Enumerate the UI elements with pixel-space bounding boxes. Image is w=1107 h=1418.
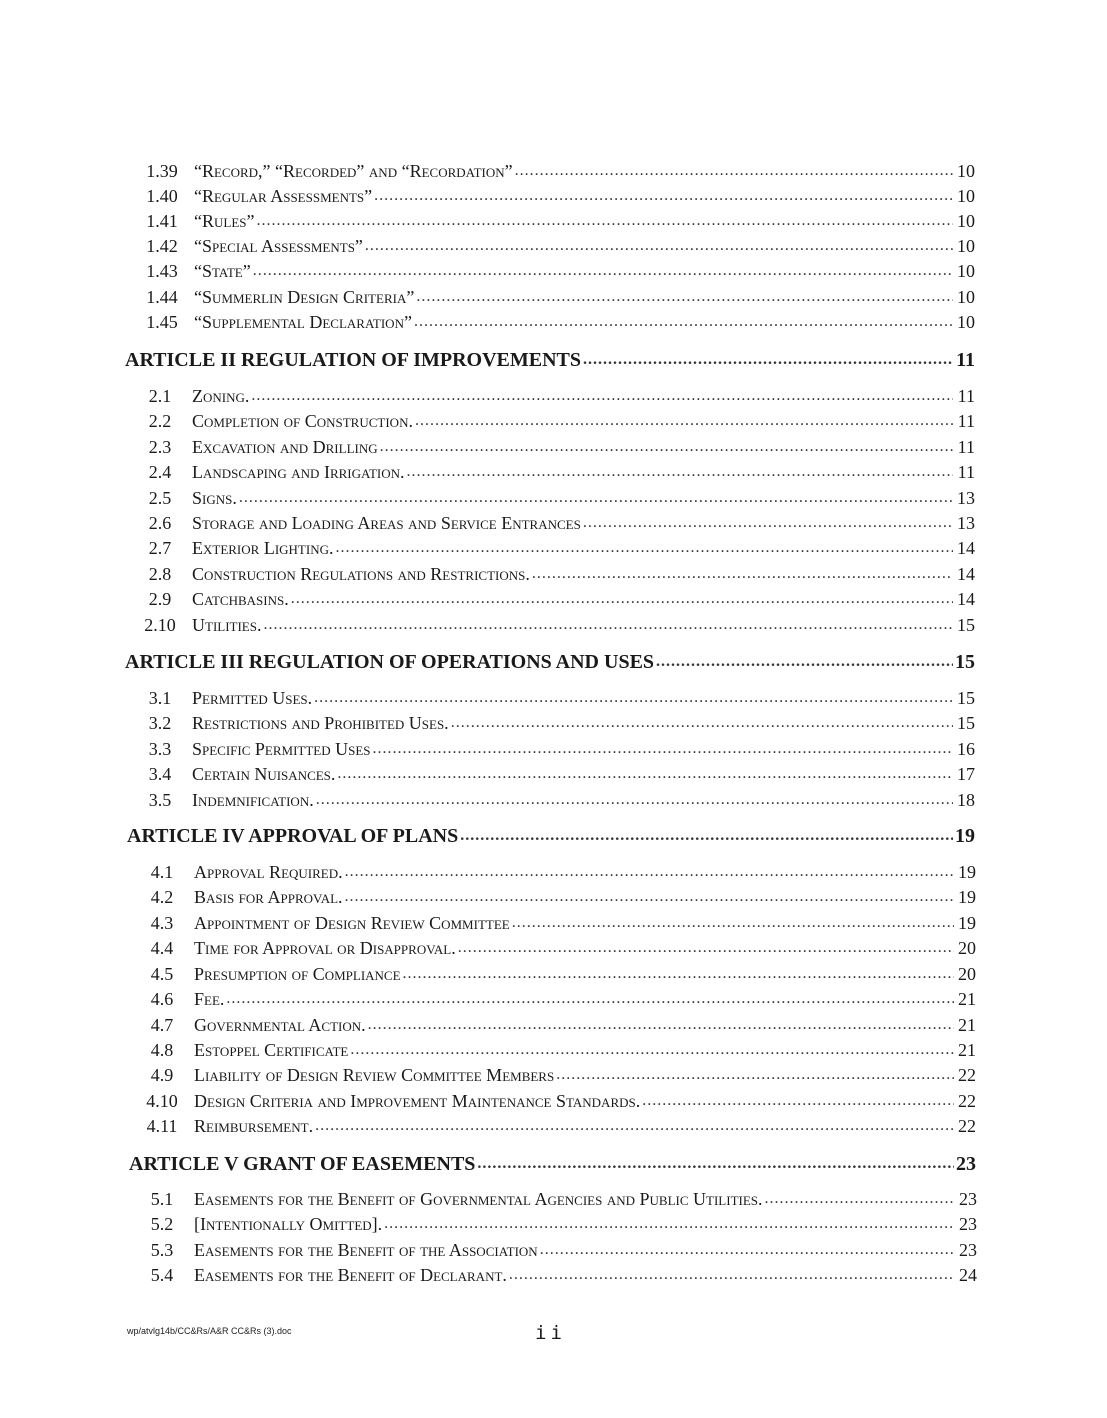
dot-leader [251, 385, 953, 407]
toc-entry [130, 233, 975, 257]
entry-page: 14 [957, 564, 975, 584]
toc-entry [128, 586, 975, 610]
toc-entry [130, 935, 976, 959]
dot-leader [226, 988, 954, 1010]
footer-file-path: wp/atvlg14b/CC&Rs/A&R CC&Rs (3).doc [127, 1326, 292, 1336]
entry-title: “Record,” “Recorded” and “Recordation” [194, 161, 513, 181]
entry-page: 20 [958, 964, 976, 984]
entry-title: “Supplemental Declaration” [194, 312, 412, 332]
dot-leader [414, 311, 953, 333]
entry-page: 13 [957, 488, 975, 508]
article-title: ARTICLE IV APPROVAL OF PLANS [127, 825, 459, 847]
toc-entry [128, 612, 975, 636]
entry-page: 24 [959, 1265, 977, 1285]
entry-title: “State” [194, 261, 251, 281]
dot-leader [407, 461, 954, 483]
toc-entry [130, 1186, 977, 1210]
dot-leader [256, 210, 953, 232]
toc-entry [130, 884, 976, 908]
entry-title: “Special Assessments” [194, 236, 363, 256]
toc-entry [128, 510, 975, 534]
entry-number: 4.4 [150, 938, 174, 958]
entry-title: Estoppel Certificate [194, 1040, 349, 1060]
entry-title: Utilities. [192, 615, 262, 635]
entry-page: 23 [959, 1240, 977, 1260]
dot-leader [337, 763, 953, 785]
dot-leader [477, 1152, 954, 1176]
entry-page: 10 [957, 186, 975, 206]
dot-leader [345, 861, 954, 883]
entry-page: 11 [957, 462, 975, 482]
dot-leader [515, 160, 953, 182]
entry-title: Exterior Lighting. [192, 538, 334, 558]
toc-entry [130, 910, 976, 934]
entry-number: 3.5 [148, 790, 172, 810]
entry-title: Landscaping and Irrigation. [192, 462, 405, 482]
article-page: 15 [955, 651, 975, 673]
dot-leader [583, 348, 953, 372]
entry-number: 4.2 [150, 887, 174, 907]
entry-page: 18 [957, 790, 975, 810]
dot-leader [556, 1064, 954, 1086]
dot-leader [656, 650, 953, 674]
dot-leader [253, 260, 953, 282]
entry-number: 2.8 [148, 564, 172, 584]
dot-leader [583, 512, 953, 534]
toc-entry [128, 710, 975, 734]
toc-entry [128, 383, 975, 407]
toc-entry [128, 736, 975, 760]
dot-leader [415, 410, 953, 432]
dot-leader [380, 436, 953, 458]
dot-leader [315, 1115, 954, 1137]
toc-entry [128, 561, 975, 585]
dot-leader [460, 824, 953, 848]
toc-entry [130, 158, 975, 182]
entry-number: 5.4 [150, 1265, 174, 1285]
toc-entry [128, 535, 975, 559]
article-heading [125, 646, 975, 674]
entry-number: 4.9 [150, 1065, 174, 1085]
entry-number: 4.3 [150, 913, 174, 933]
dot-leader [384, 1213, 955, 1235]
entry-page: 14 [957, 538, 975, 558]
entry-number: 4.6 [150, 989, 174, 1009]
entry-page: 11 [957, 437, 975, 457]
dot-leader [403, 963, 954, 985]
toc-entry [128, 787, 975, 811]
entry-page: 15 [957, 615, 975, 635]
entry-title: Liability of Design Review Committee Members [194, 1065, 555, 1085]
dot-leader [642, 1090, 954, 1112]
entry-page: 10 [957, 261, 975, 281]
entry-number: 3.4 [148, 764, 172, 784]
entry-number: 2.6 [148, 513, 172, 533]
toc-entry [130, 1262, 977, 1286]
dot-leader [374, 185, 953, 207]
toc-entry [130, 1113, 976, 1137]
entry-title: Specific Permitted Uses [192, 739, 371, 759]
entry-title: Approval Required. [194, 862, 343, 882]
article-title: ARTICLE III REGULATION OF OPERATIONS AND USES [125, 651, 655, 673]
entry-title: Zoning. [192, 386, 250, 406]
entry-number: 3.3 [148, 739, 172, 759]
entry-title: [Intentionally Omitted]. [194, 1214, 383, 1234]
dot-leader [458, 937, 954, 959]
toc-entry [130, 1012, 976, 1036]
entry-title: Reimbursement. [194, 1116, 314, 1136]
toc-entry [128, 434, 975, 458]
entry-title: Easements for the Benefit of the Association [194, 1240, 538, 1260]
entry-page: 19 [958, 862, 976, 882]
entry-number: 2.5 [148, 488, 172, 508]
dot-leader [416, 286, 953, 308]
entry-number: 3.1 [148, 688, 172, 708]
entry-number: 4.1 [150, 862, 174, 882]
article-page: 11 [956, 349, 975, 371]
dot-leader [540, 1239, 955, 1261]
entry-number: 1.45 [146, 312, 178, 332]
article-page: 19 [955, 825, 975, 847]
entry-page: 15 [957, 713, 975, 733]
dot-leader [350, 1039, 954, 1061]
dot-leader [335, 537, 953, 559]
entry-page: 22 [958, 1116, 976, 1136]
entry-title: Governmental Action. [194, 1015, 366, 1035]
dot-leader [263, 614, 953, 636]
toc-entry [130, 208, 975, 232]
entry-page: 10 [957, 312, 975, 332]
entry-page: 14 [957, 589, 975, 609]
entry-title: “Regular Assessments” [194, 186, 373, 206]
entry-title: Permitted Uses. [192, 688, 313, 708]
dot-leader [291, 588, 953, 610]
entry-title: Catchbasins. [192, 589, 289, 609]
entry-page: 23 [959, 1214, 977, 1234]
entry-number: 5.2 [150, 1214, 174, 1234]
dot-leader [314, 687, 953, 709]
entry-page: 22 [958, 1091, 976, 1111]
entry-title: “Rules” [194, 211, 255, 231]
entry-number: 4.11 [146, 1116, 178, 1136]
dot-leader [316, 789, 953, 811]
toc-entry [128, 459, 975, 483]
entry-number: 2.10 [144, 615, 176, 635]
entry-title: Restrictions and Prohibited Uses. [192, 713, 449, 733]
toc-entry [130, 1237, 977, 1261]
entry-title: Construction Regulations and Restrictions. [192, 564, 530, 584]
entry-number: 1.41 [146, 211, 178, 231]
entry-number: 4.10 [146, 1091, 178, 1111]
dot-leader [512, 912, 954, 934]
toc-entry [130, 1062, 976, 1086]
entry-number: 4.5 [150, 964, 174, 984]
toc-entry [130, 986, 976, 1010]
entry-number: 1.40 [146, 186, 178, 206]
entry-title: Appointment of Design Review Committee [194, 913, 510, 933]
entry-title: Certain Nuisances. [192, 764, 336, 784]
entry-page: 22 [958, 1065, 976, 1085]
dot-leader [509, 1264, 955, 1286]
entry-title: Easements for the Benefit of Declarant. [194, 1265, 507, 1285]
entry-page: 20 [958, 938, 976, 958]
entry-page: 21 [958, 989, 976, 1009]
entry-page: 19 [958, 887, 976, 907]
entry-number: 4.7 [150, 1015, 174, 1035]
entry-page: 16 [957, 739, 975, 759]
article-heading [129, 1148, 976, 1176]
toc-entry [130, 1211, 977, 1235]
entry-title: Completion of Construction. [192, 411, 413, 431]
toc-entry [128, 761, 975, 785]
entry-page: 10 [957, 287, 975, 307]
entry-number: 1.39 [146, 161, 178, 181]
entry-title: Signs. [192, 488, 237, 508]
dot-leader [765, 1188, 955, 1210]
entry-number: 1.44 [146, 287, 178, 307]
entry-number: 3.2 [148, 713, 172, 733]
entry-number: 2.4 [148, 462, 172, 482]
article-heading [127, 820, 975, 848]
dot-leader [532, 563, 953, 585]
entry-page: 19 [958, 913, 976, 933]
entry-page: 21 [958, 1015, 976, 1035]
article-title: ARTICLE V GRANT OF EASEMENTS [129, 1153, 476, 1175]
dot-leader [373, 738, 953, 760]
toc-entry [130, 258, 975, 282]
entry-page: 15 [957, 688, 975, 708]
entry-number: 1.43 [146, 261, 178, 281]
entry-title: Indemnification. [192, 790, 314, 810]
toc-entry [130, 183, 975, 207]
entry-title: Excavation and Drilling [192, 437, 378, 457]
dot-leader [239, 487, 953, 509]
entry-title: Presumption of Compliance [194, 964, 401, 984]
footer-page-number: ii [535, 1322, 566, 1344]
entry-title: Time for Approval or Disapproval. [194, 938, 456, 958]
entry-page: 13 [957, 513, 975, 533]
toc-entry [130, 284, 975, 308]
dot-leader [368, 1014, 954, 1036]
toc-entry [130, 961, 976, 985]
article-heading [125, 344, 975, 372]
entry-title: Storage and Loading Areas and Service Entrances [192, 513, 581, 533]
entry-page: 11 [957, 411, 975, 431]
entry-page: 23 [959, 1189, 977, 1209]
entry-number: 4.8 [150, 1040, 174, 1060]
dot-leader [345, 886, 954, 908]
toc-entry [128, 485, 975, 509]
toc-entry [130, 309, 975, 333]
entry-title: Easements for the Benefit of Governmental Agencies and Public Utilities. [194, 1189, 763, 1209]
toc-entry [130, 1037, 976, 1061]
entry-title: Design Criteria and Improvement Maintenance Standards. [194, 1091, 641, 1111]
entry-number: 2.7 [148, 538, 172, 558]
entry-title: Basis for Approval. [194, 887, 343, 907]
toc-entry [128, 685, 975, 709]
dot-leader [365, 235, 953, 257]
entry-title: Fee. [194, 989, 225, 1009]
entry-page: 21 [958, 1040, 976, 1060]
entry-number: 5.1 [150, 1189, 174, 1209]
entry-page: 17 [957, 764, 975, 784]
toc-entry [130, 1088, 976, 1112]
entry-number: 2.1 [148, 386, 172, 406]
entry-number: 2.3 [148, 437, 172, 457]
entry-number: 2.9 [148, 589, 172, 609]
entry-page: 10 [957, 211, 975, 231]
entry-number: 1.42 [146, 236, 178, 256]
toc-entry [130, 859, 976, 883]
entry-number: 5.3 [150, 1240, 174, 1260]
entry-page: 11 [957, 386, 975, 406]
entry-page: 10 [957, 161, 975, 181]
entry-title: “Summerlin Design Criteria” [194, 287, 415, 307]
article-title: ARTICLE II REGULATION OF IMPROVEMENTS [125, 349, 582, 371]
entry-number: 2.2 [148, 411, 172, 431]
toc-entry [128, 408, 975, 432]
article-page: 23 [956, 1153, 976, 1175]
dot-leader [451, 712, 953, 734]
entry-page: 10 [957, 236, 975, 256]
